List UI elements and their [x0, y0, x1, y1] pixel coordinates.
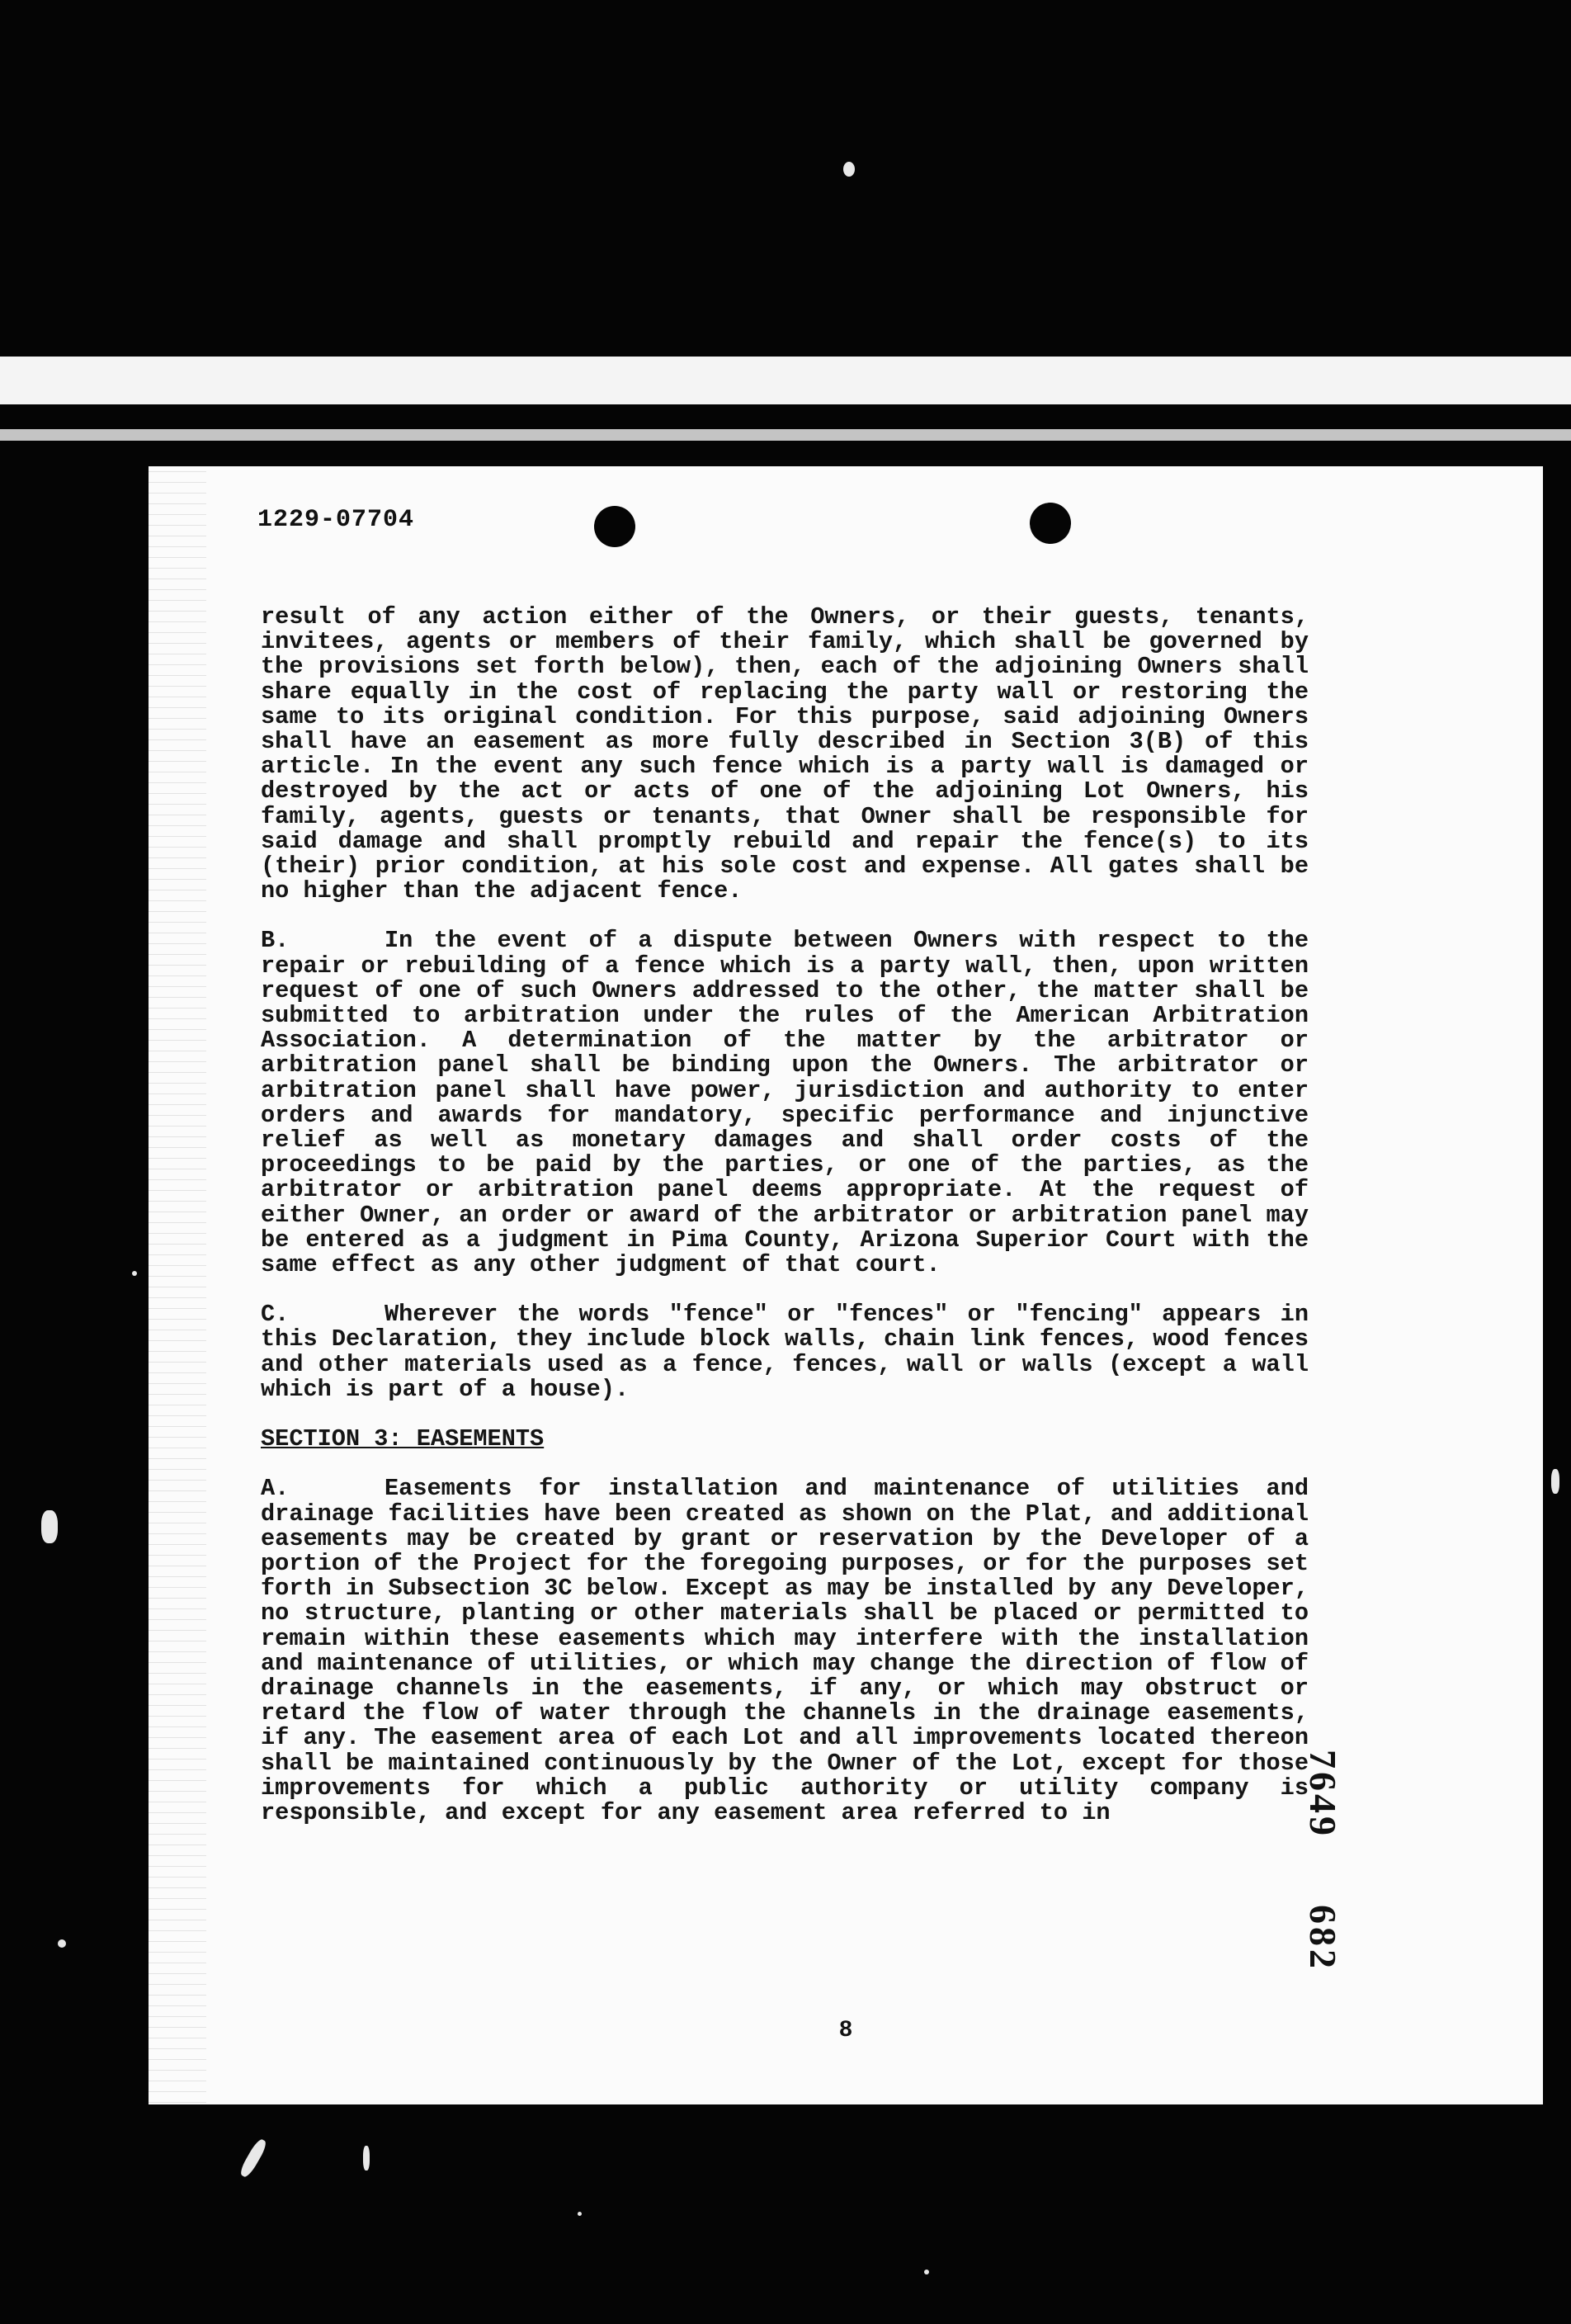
document-body — [261, 605, 1309, 1850]
paragraph-text: Wherever the words "fence" or "fences" or "fencing" appears in this Declaration, they include block walls, chain link fences, wood fences and other materials used as a fence, fences, wall or walls (except a wall which is part of a house). — [261, 1301, 1309, 1403]
paragraph-text: In the event of a dispute between Owners with respect to the repair or rebuilding of a fence which is a party wall, then, upon written request of one of such Owners addressed to the other, the matter shall be submitted to arbitration under the rules of the American Arbitration Association. A determination of the matter by the arbitrator or arbitration panel shall be binding upon the Owners. The arbitrator or arbitration panel shall have power, jurisdiction and authority to enter orders and awards for mandatory, specific performance and injunctive relief as well as monetary damages and shall order costs of the proceedings to be paid by the parties, or one of the parties, as the arbitrator or arbitration panel deems appropriate. At the request of either Owner, an order or award of the arbitrator or arbitration panel may be entered as a judgment in Pima County, Arizona Superior Court with the same effect as any other judgment of that court. — [261, 927, 1309, 1279]
dust-speck — [578, 2212, 582, 2216]
punch-hole-right — [1030, 503, 1071, 544]
paragraph-label: B. — [261, 927, 290, 955]
scanner-band — [0, 357, 1571, 404]
page-scan-edge — [149, 466, 206, 2104]
stamp-page: 682 — [1302, 1905, 1344, 1972]
paragraph-label: C. — [261, 1301, 290, 1329]
section-heading — [261, 1427, 1309, 1452]
paragraph-label: A. — [261, 1475, 290, 1503]
dust-speck — [238, 2137, 268, 2179]
document-id: 1229-07704 — [257, 506, 415, 534]
section-heading-text: SECTION 3: EASEMENTS — [261, 1425, 545, 1453]
scanner-band-edge — [0, 429, 1571, 441]
paragraph-text: Easements for installation and maintenance of utilities and drainage facilities have been created as shown on the Plat, and additional easements may be created by grant or reservation by the Developer of a portion of the Project for the foregoing purposes, or for the purposes set forth in Subsection 3C below. Except as may be installed by any Developer, no structure, planting or other materials shall be placed or permitted to remain within these easements which may interfere with the installation and maintenance of utilities, or which may change the direction of flow of drainage channels in the easements, if any, or which may obstruct or retard the flow of water through the channels in the drainage easements, if any. The easement area of each Lot and all improvements located thereon shall be maintained continuously by the Owner of the Lot, except for those improvements for which a public authority or utility company is responsible, and except for any easement area referred to in — [261, 1475, 1309, 1826]
paragraph-b — [261, 928, 1309, 1278]
paragraph-text: result of any action either of the Owners, or their guests, tenants, invitees, agents or members of their family, which shall be governed by the provisions set forth below), then, each of the adjoining Owners shall share equally in the cost of replacing the party wall or restoring the same to its original condition. For this purpose, said adjoining Owners shall have an easement as more fully described in Section 3(B) of this article. In the event any such fence which is a party wall is damaged or destroyed by the act or acts of one of the adjoining Lot Owners, his family, agents, guests or tenants, that Owner shall be responsible for said damage and shall promptly rebuild and repair the fence(s) to its (their) prior condition, at his sole cost and expense. All gates shall be no higher than the adjacent fence. — [261, 603, 1309, 905]
dust-speck — [58, 1939, 66, 1948]
dust-speck — [1551, 1469, 1559, 1494]
stamp-book: 7649 — [1302, 1750, 1344, 1839]
dust-speck — [363, 2146, 370, 2170]
paragraph-section3-a — [261, 1476, 1309, 1826]
paragraph-c — [261, 1302, 1309, 1402]
punch-hole-left — [594, 506, 635, 547]
paragraph-continued — [261, 605, 1309, 904]
recording-stamp — [1279, 1750, 1345, 1997]
document-page — [149, 466, 1543, 2104]
dust-speck — [41, 1510, 58, 1543]
dust-speck — [132, 1271, 137, 1276]
dust-speck — [924, 2270, 929, 2274]
dust-speck — [843, 162, 855, 177]
page-number: 8 — [838, 2018, 853, 2043]
